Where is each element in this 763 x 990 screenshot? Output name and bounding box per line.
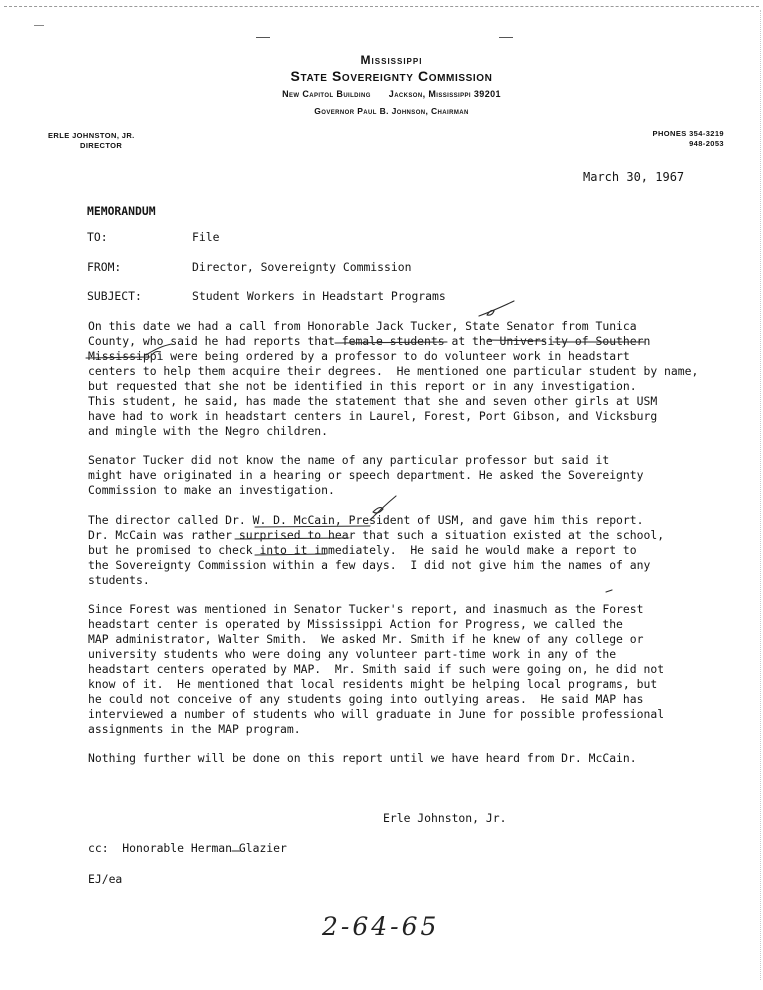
check-mark xyxy=(151,352,160,357)
underline-mark xyxy=(235,538,349,539)
check-mark xyxy=(370,496,396,520)
body-paragraph-5: Nothing further will be done on this report until we have heard from Dr. McCain. xyxy=(88,751,637,765)
underline-mark xyxy=(255,554,326,555)
letterhead-state: Mississippi xyxy=(360,53,423,67)
memo-date: March 30, 1967 xyxy=(583,170,685,184)
subject-label: SUBJECT: xyxy=(87,289,142,303)
body-paragraph-3: The director called Dr. W. D. McCain, President of USM, and gave him this report. Dr. McCain was rather surprised to hear that such a situation existed at the school, but he promised to check into it immediately. He said he would make a report to the Sovereignty Commission within a few days. I did not give him the names of any students. xyxy=(88,513,665,587)
underline-mark xyxy=(255,526,370,527)
to-value: File xyxy=(192,230,220,244)
signature-block: Erle Johnston, Jr. xyxy=(383,811,507,825)
underline-mark xyxy=(335,342,447,343)
from-label: FROM: xyxy=(87,260,122,274)
typist-initials: EJ/ea xyxy=(88,872,123,886)
letterhead-commission: State Sovereignty Commission xyxy=(290,68,493,84)
scan-mark xyxy=(606,590,612,592)
check-mark xyxy=(146,344,172,355)
check-mark xyxy=(479,301,514,316)
check-mark xyxy=(487,311,494,316)
underline-mark xyxy=(86,357,150,358)
subject-value: Student Workers in Headstart Programs xyxy=(192,289,446,303)
phone-secondary: 948-2053 xyxy=(689,139,724,148)
director-name: ERLE JOHNSTON, JR. xyxy=(48,131,135,140)
letterhead-governor: Governor Paul B. Johnson, Chairman xyxy=(314,106,469,116)
body-paragraph-2: Senator Tucker did not know the name of any particular professor but said it might have originated in a hearing or speech department. He asked the Sovereignty Commission to make an investigation. xyxy=(88,453,644,497)
to-label: TO: xyxy=(87,230,108,244)
check-mark xyxy=(373,508,383,513)
address-city: Jackson, Mississippi 39201 xyxy=(388,89,501,99)
body-paragraph-4: Since Forest was mentioned in Senator Tucker's report, and inasmuch as the Forest headstart center is operated by Mississippi Action for Progress, we called the MAP administrator, Walter Smith. We asked Mr. Smith if he knew of any college or university students who were doing any volunteer part-time work in any of the headstart centers operated by MAP. Mr. Smith said if such were going on, he did not know of it. He mentioned that local residents might be helping local programs, but he could not conceive of any students going into outlying areas. He said MAP has interviewed a number of students who will graduate in June for possible professional assignments in the MAP program. xyxy=(88,602,665,736)
from-value: Director, Sovereignty Commission xyxy=(192,260,412,274)
body-paragraph-1: On this date we had a call from Honorable Jack Tucker, State Senator from Tunica County, who said he had reports that female students at the University of Southern Mississippi were being ordered by a professor to do volunteer work in headstart centers to help them acquire their degrees. He mentioned one particular student by name, but requested that she not be identified in this report or in any investigation. This student, he said, has made the statement that she and seven other girls at USM have had to work in headstart centers in Laurel, Forest, Port Gibson, and Vicksburg and mingle with the Negro children. xyxy=(88,319,699,438)
address-building: New Capitol Building xyxy=(282,89,371,99)
director-title: DIRECTOR xyxy=(80,141,123,150)
phone-primary: PHONES 354-3219 xyxy=(652,129,724,138)
handwritten-reference-number: 2-64-65 xyxy=(322,912,440,941)
underline-mark xyxy=(488,340,545,341)
cc-line: cc: Honorable Herman Glazier xyxy=(88,841,287,855)
memo-heading: MEMORANDUM xyxy=(87,204,156,218)
